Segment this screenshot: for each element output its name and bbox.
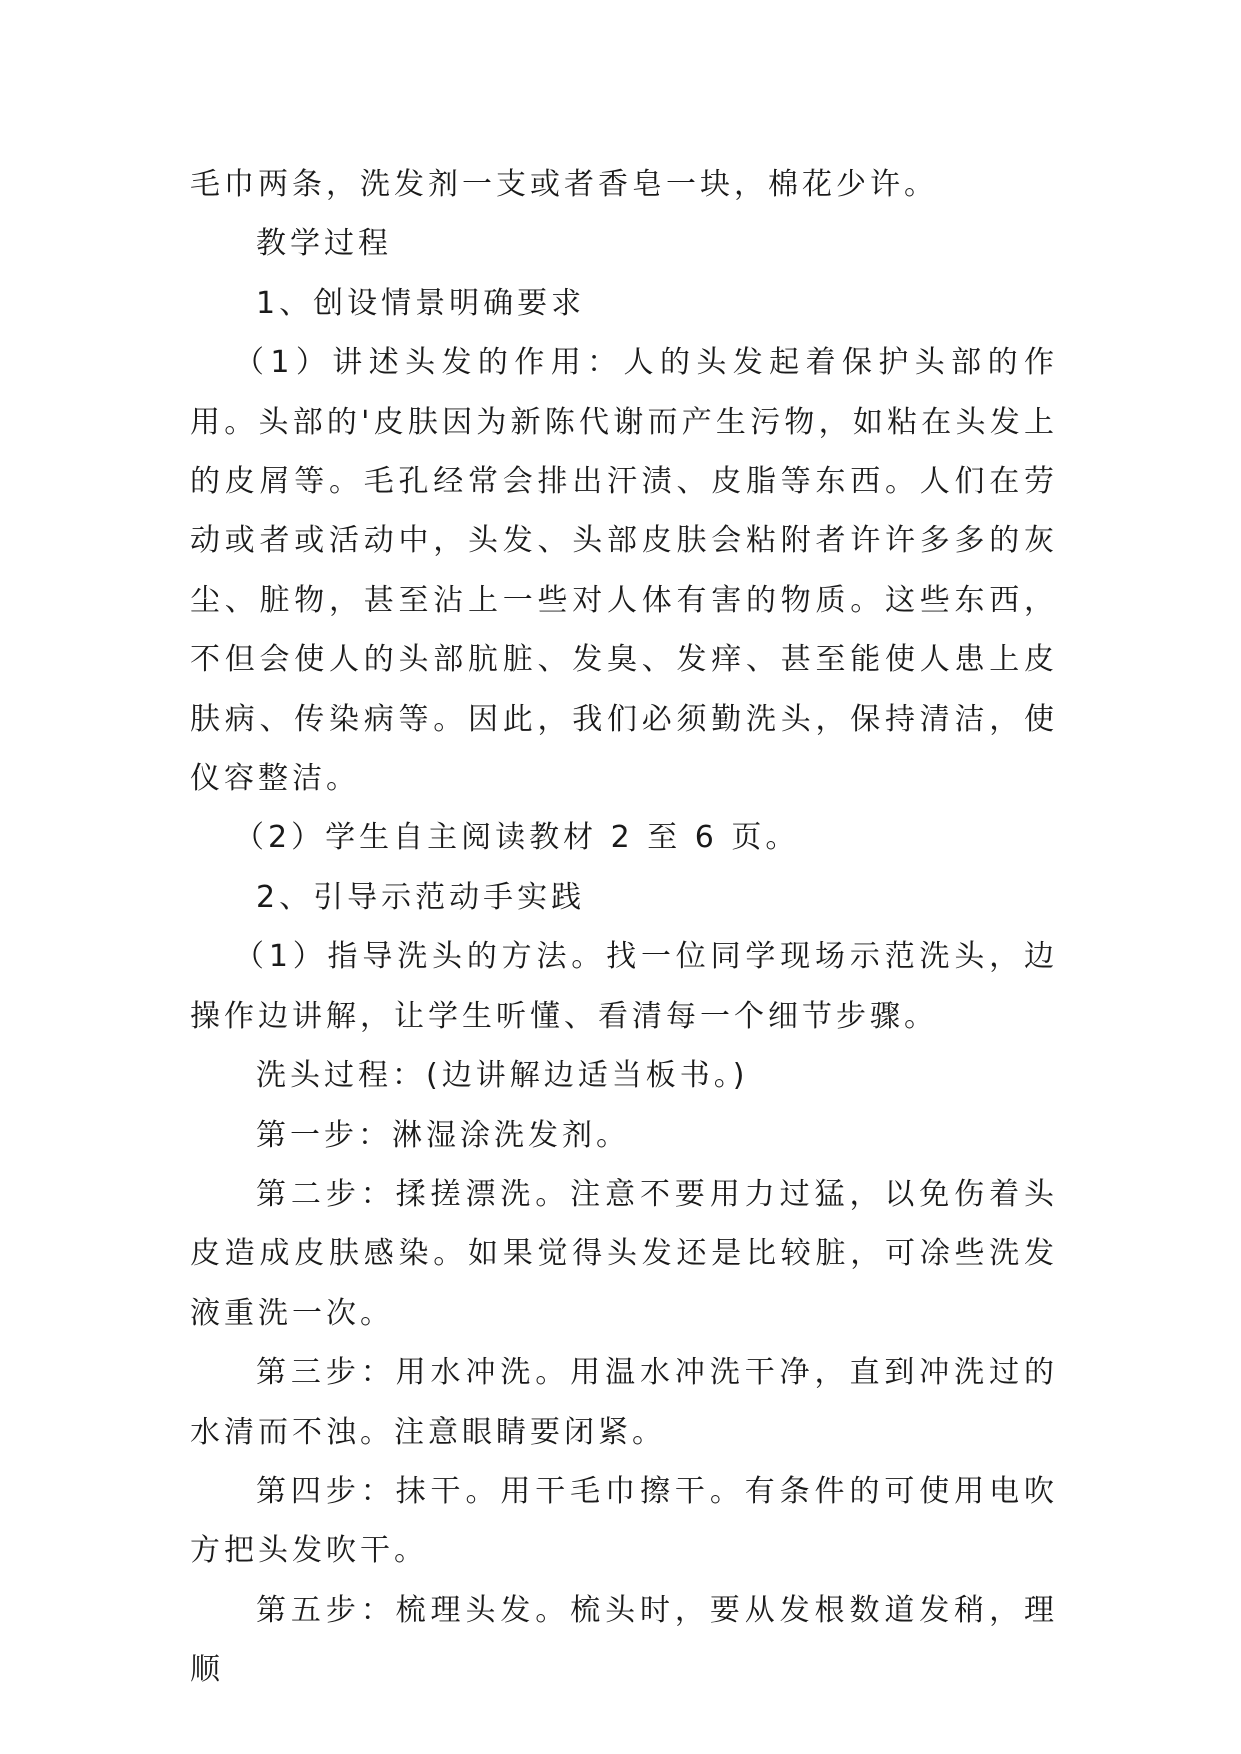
body-text — [190, 155, 1058, 1700]
paragraph-materials: 毛巾两条，洗发剂一支或者香皂一块，棉花少许。 — [190, 167, 938, 202]
heading-teaching-process: 教学过程 — [256, 226, 392, 262]
paragraph-wash-process: 洗头过程：(边讲解边适当板书。) — [256, 1058, 749, 1094]
paragraph-reading: （2）学生自主阅读教材 2 至 6 页。 — [234, 820, 800, 856]
heading-step-1: 1、创设情景明确要求 — [256, 285, 586, 321]
paragraph-wash-step-4: 第四步：抹干。用干毛巾擦干。有条件的可使用电吹方把头发吹干。 — [190, 1473, 1058, 1569]
paragraph-wash-step-5: 第五步：梳理头发。梳头时，要从发根数道发稍，理顺 — [190, 1592, 1058, 1688]
paragraph-wash-step-3: 第三步：用水冲洗。用温水冲洗干净，直到冲洗过的水清而不浊。注意眼睛要闭紧。 — [190, 1355, 1058, 1450]
paragraph-wash-step-2: 第二步：揉搓漂洗。注意不要用力过猛，以免伤着头皮造成皮肤感染。如果觉得头发还是比较脏，可凃些洗发液重洗一次。 — [190, 1176, 1058, 1331]
paragraph-hair-function: （1）讲述头发的作用：人的头发起着保护头部的作用。头部的'皮肤因为新陈代谢而产生污物，如粘在头发上的皮屑等。毛孔经常会排出汗渍、皮脂等东西。人们在劳动或者或活动中，头发、头部皮肤会粘附者许许多多的灰尘、脏物，甚至沾上一些对人体有害的物质。这些东西，不但会使人的头部肮脏、发臭、发痒、甚至能使人患上皮肤病、传染病等。因此，我们必须勤洗头，保持清洁，使仪容整洁。 — [190, 345, 1058, 797]
paragraph-guidance: （1）指导洗头的方法。找一位同学现场示范洗头，边操作边讲解，让学生听懂、看清每一个细节步骤。 — [190, 939, 1058, 1034]
heading-step-2: 2、引导示范动手实践 — [256, 879, 586, 915]
paragraph-wash-step-1: 第一步：淋湿涂洗发剂。 — [256, 1117, 630, 1153]
